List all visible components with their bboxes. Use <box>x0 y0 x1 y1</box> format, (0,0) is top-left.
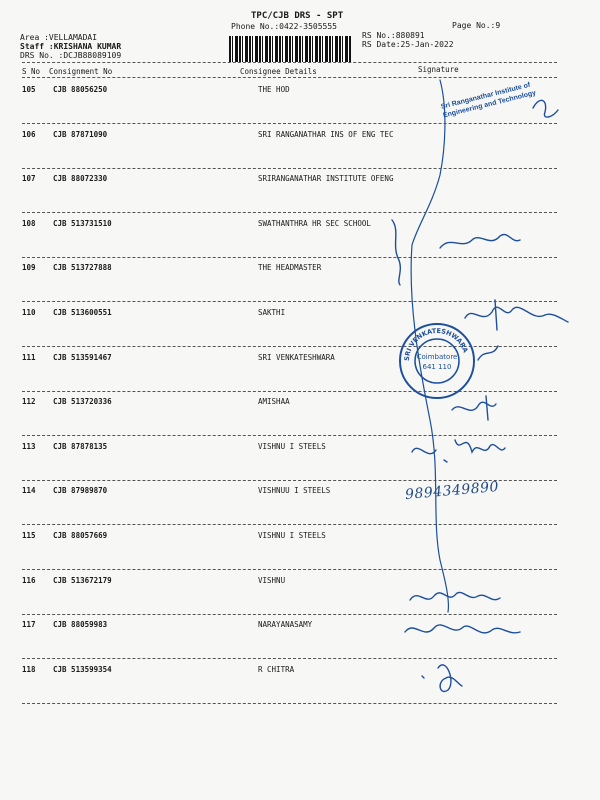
report-title: TPC/CJB DRS - SPT <box>251 11 344 21</box>
col-consignment: Consignment No <box>49 67 113 76</box>
signature-row-110 <box>465 300 568 330</box>
col-sno: S No <box>22 67 41 76</box>
seal-city: Coimbatore <box>416 353 458 361</box>
row-consignee: THE HEADMASTER <box>258 263 322 273</box>
phone-number: Phone No.:0422-3505555 <box>231 22 337 31</box>
rs-date: RS Date:25-Jan-2022 <box>362 40 454 49</box>
area: Area :VELLAMADAI <box>20 33 98 42</box>
signature-row-113 <box>412 440 505 462</box>
row-consignee: VISHNU I STEELS <box>258 531 326 540</box>
row-consignment: CJB 87989870 <box>53 486 108 496</box>
row-consignee: R CHITRA <box>258 664 295 674</box>
row-consignment: CJB 513672179 <box>53 575 112 585</box>
row-consignee: AMISHAA <box>258 397 290 407</box>
row-sno: 112 <box>22 397 36 407</box>
row-consignee: SRI VENKATESHWARA <box>258 352 335 362</box>
seal-pin: 641 110 <box>422 363 452 371</box>
row-consignee: SRIRANGANATHAR INSTITUTE OFENG <box>258 174 394 184</box>
row-sno: 105 <box>22 85 36 94</box>
row-sno: 118 <box>22 664 36 674</box>
row-consignment: CJB 513720336 <box>53 397 112 407</box>
row-consignment: CJB 87871090 <box>53 129 108 139</box>
row-sno: 106 <box>22 129 36 139</box>
row-consignee: VISHNU I STEELS <box>258 441 326 451</box>
row-consignee: NARAYANASAMY <box>258 620 313 630</box>
row-sno: 109 <box>22 263 36 273</box>
page-number: Page No.:9 <box>452 21 501 30</box>
row-consignee: THE HOD <box>258 85 290 94</box>
col-signature: Signature <box>418 65 459 74</box>
col-consignee: Consignee Details <box>240 67 317 76</box>
signature-row-118 <box>422 665 462 692</box>
row-consignee: SRI RANGANATHAR INS OF ENG TEC <box>258 129 394 139</box>
row-consignee: VISHNU <box>258 575 286 585</box>
row-sno: 110 <box>22 308 36 317</box>
row-consignee: VISHNUU I STEELS <box>258 486 331 496</box>
row-consignment: CJB 513591467 <box>53 352 112 362</box>
row-sno: 117 <box>22 620 36 630</box>
staff-name: Staff :KRISHANA KUMAR <box>20 42 122 51</box>
rs-number: RS No.:880891 <box>362 31 425 40</box>
row-consignment: CJB 513599354 <box>53 664 112 674</box>
row-sno: 113 <box>22 441 36 451</box>
signature-row-117-a <box>410 592 500 600</box>
row-consignee: SWATHANTHRA HR SEC SCHOOL <box>258 218 371 228</box>
signature-row-117-b <box>405 625 520 633</box>
row-consignment: CJB 88056250 <box>53 85 108 94</box>
row-consignment: CJB 88072330 <box>53 174 108 184</box>
row-consignment: CJB 513600551 <box>53 308 112 317</box>
row-consignment: CJB 88059983 <box>53 620 108 630</box>
row-sno: 107 <box>22 174 36 184</box>
signature-long-stroke <box>411 80 448 612</box>
row-sno: 108 <box>22 218 36 228</box>
row-consignment: CJB 513731510 <box>53 218 112 228</box>
signature-row-112 <box>452 396 496 420</box>
handwritten-phone: 9894349890 <box>404 478 500 504</box>
row-consignment: CJB 513727888 <box>53 263 112 273</box>
row-sno: 116 <box>22 575 36 585</box>
row-sno: 115 <box>22 531 36 540</box>
row-sno: 111 <box>22 352 36 362</box>
row-consignment: CJB 87878135 <box>53 441 108 451</box>
signature-row-111 <box>478 346 498 360</box>
row-consignment: CJB 88057669 <box>53 531 108 540</box>
drs-number: DRS No. :DCJB88089109 <box>20 51 122 60</box>
institute-stamp: Sri Ranganathar Institute of Engineering and Technology <box>440 81 537 120</box>
signature-row-106 <box>533 100 558 117</box>
row-sno: 114 <box>22 486 36 496</box>
row-consignee: SAKTHI <box>258 308 286 317</box>
seal-ring-text: SRI VENKATESHWARA <box>402 326 470 362</box>
